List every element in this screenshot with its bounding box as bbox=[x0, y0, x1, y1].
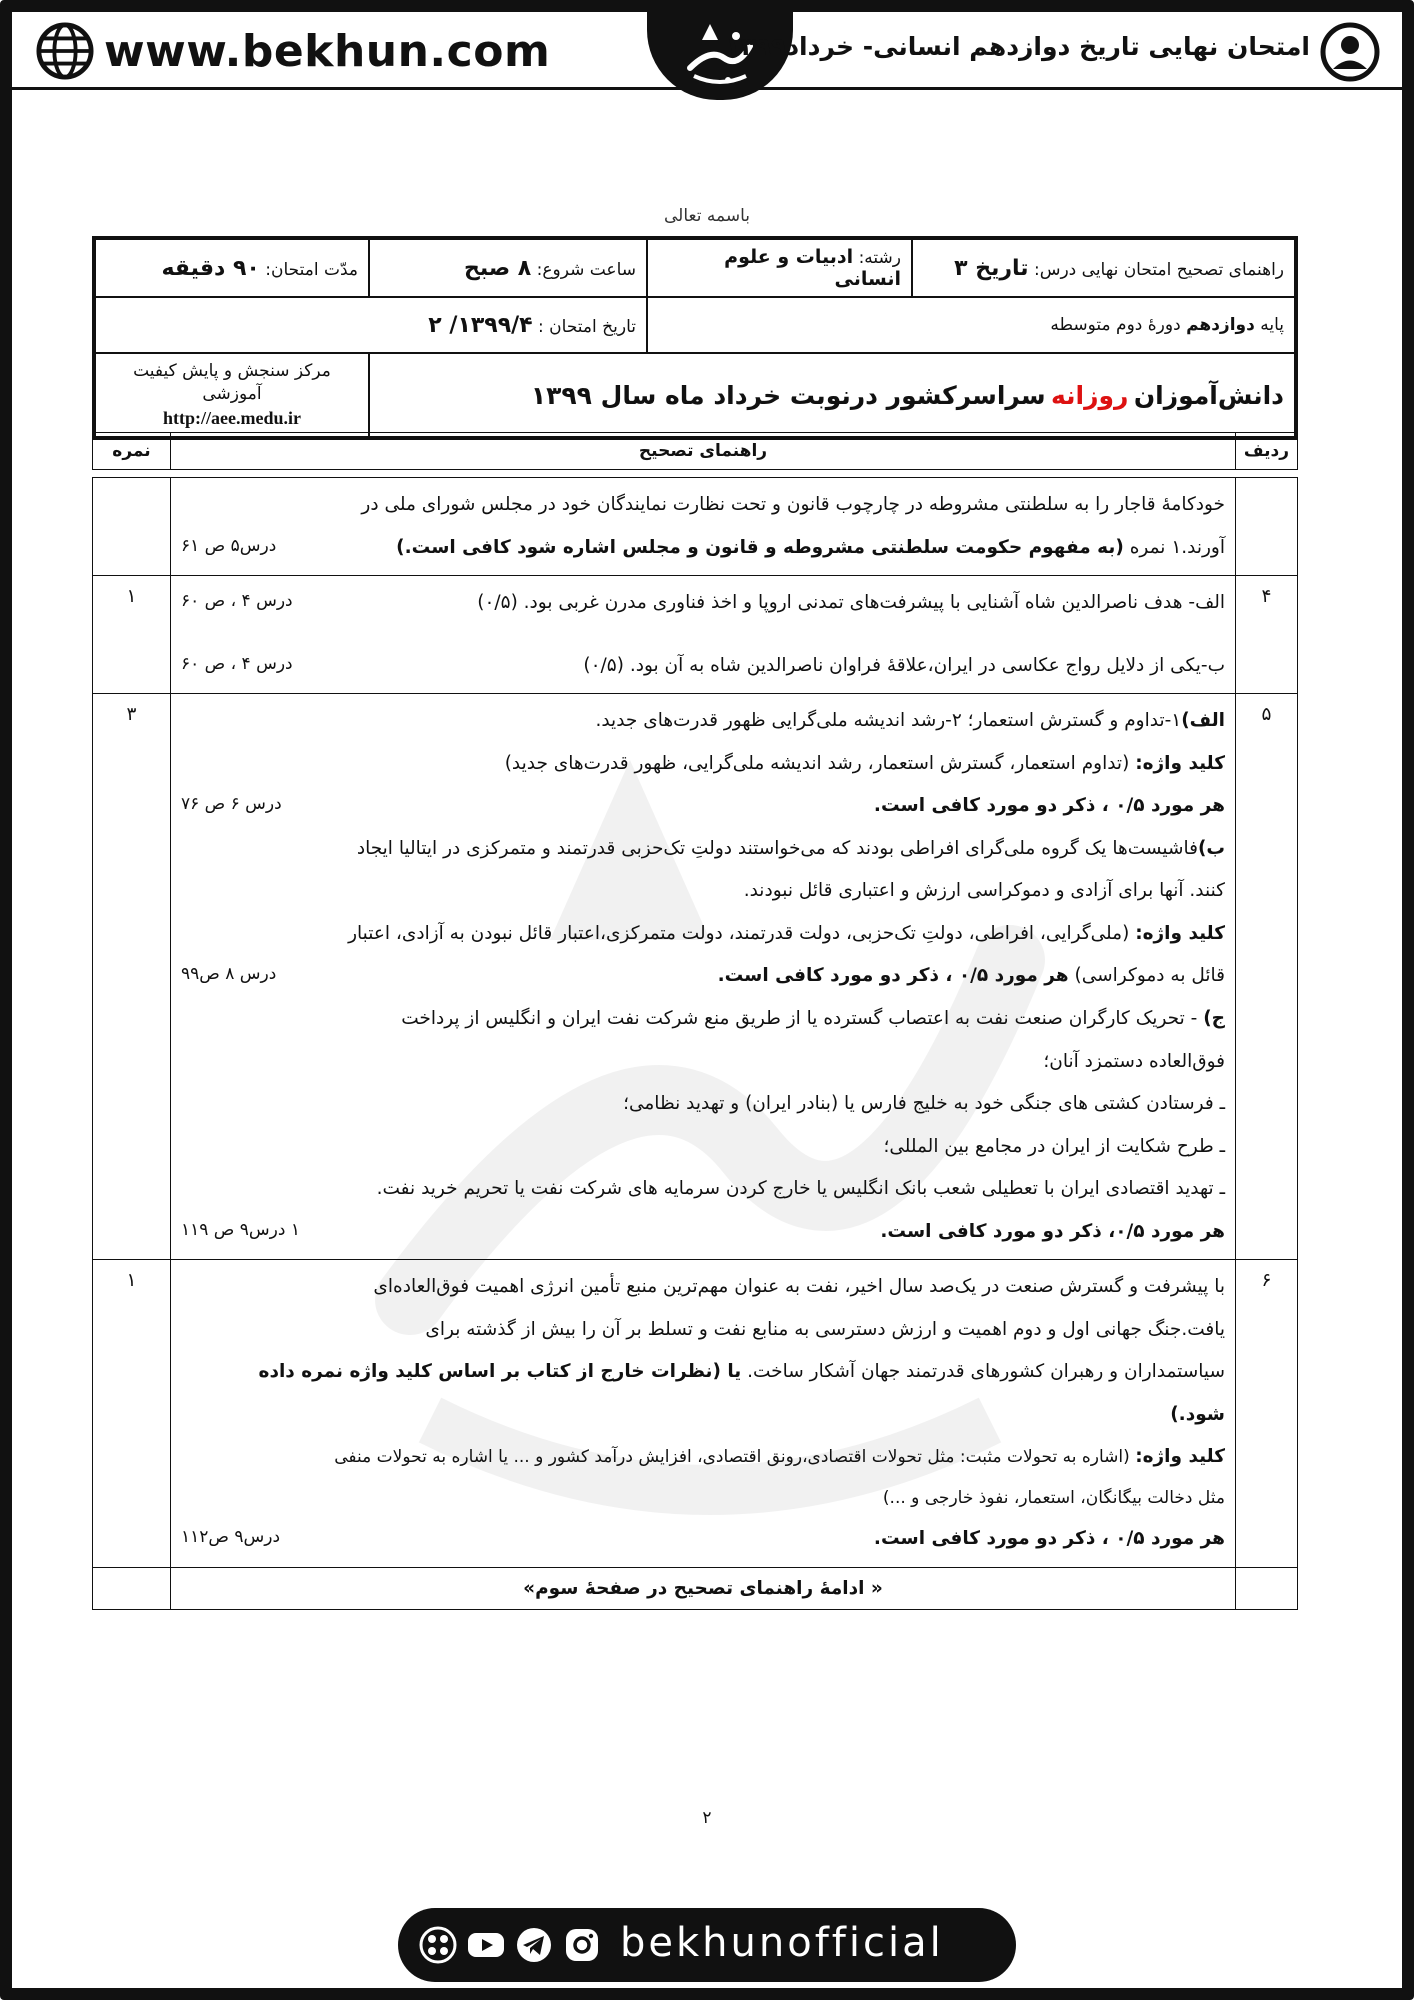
q5-part-b bbox=[181, 828, 1225, 871]
q6-ref: درس۹ ص۱۱۲ bbox=[181, 1527, 281, 1548]
q4-part-b bbox=[181, 645, 1225, 688]
q6-scoring bbox=[181, 1518, 1225, 1561]
table-row bbox=[93, 1567, 1298, 1609]
q5-a-each: هر مورد ۰/۵ ، ذکر دو مورد کافی است. bbox=[873, 795, 1225, 817]
q4-ref-b: درس ۴ ، ص ۶۰ bbox=[181, 653, 293, 674]
q5-b-scoring bbox=[181, 955, 1225, 998]
center-cell bbox=[95, 353, 369, 437]
q5-b-keywords bbox=[181, 913, 1225, 956]
course-value: تاریخ ۳ bbox=[954, 255, 1029, 281]
row-number: ۵ bbox=[1236, 694, 1298, 1260]
continue-note: « ادامهٔ راهنمای تصحیح در صفحهٔ سوم» bbox=[523, 1577, 883, 1599]
duration-cell bbox=[95, 239, 369, 297]
q5-c-label: ج) bbox=[1203, 1008, 1225, 1030]
q5-c-text-4: ـ طرح شکایت از ایران در مجامع بین المللی؛ bbox=[883, 1135, 1225, 1157]
q6-text-4: شود.) bbox=[1170, 1403, 1225, 1425]
q6-text-3 bbox=[181, 1351, 1225, 1394]
row-score: ۱ bbox=[93, 576, 171, 694]
grade-suffix: دورهٔ دوم متوسطه bbox=[1050, 315, 1181, 335]
q5-b-keywords-text-2: قائل به دموکراسی) bbox=[1074, 965, 1225, 987]
table-row bbox=[93, 478, 1298, 576]
q6-text-3b: یا (نظرات خارج از کتاب بر اساس کلید واژه نمره داده bbox=[258, 1361, 742, 1383]
col-header-score: نمره bbox=[93, 433, 171, 470]
q5-c-scoring bbox=[181, 1211, 1225, 1254]
row0-note: (به مفهوم حکومت سلطنتی مشروطه و قانون و مجلس اشاره شود کافی است.) bbox=[396, 536, 1124, 558]
row0-score-note: آورند.۱ نمره bbox=[1129, 536, 1225, 558]
row-score: ۳ bbox=[93, 694, 171, 1260]
q5-c-text-5: ـ تهدید اقتصادی ایران با تعطیلی شعب بانک انگلیس یا خارج کردن سرمایه های شرکت نفت یا تحریم خرید نفت. bbox=[376, 1178, 1225, 1200]
q5-a-label: الف) bbox=[1181, 710, 1225, 732]
grade-value: دوازدهم bbox=[1186, 315, 1255, 335]
q5-c-text-2: فوق‌العاده دستمزد آنان؛ bbox=[1043, 1050, 1225, 1072]
start-cell bbox=[369, 239, 647, 297]
q5-part-a bbox=[181, 700, 1225, 743]
globe-icon bbox=[36, 22, 94, 80]
q6-each: هر مورد ۰/۵ ، ذکر دو مورد کافی است. bbox=[873, 1528, 1225, 1550]
date-cell bbox=[95, 297, 647, 353]
q5-b-ref: درس ۸ ص۹۹ bbox=[181, 964, 277, 985]
q5-c-text-3: ـ فرستادن کشتی های جنگی خود به خلیج فارس یا (بنادر ایران) و تهدید نظامی؛ bbox=[623, 1093, 1225, 1115]
q6-keywords bbox=[181, 1436, 1225, 1479]
q4-part-a-text: الف- هدف ناصرالدین شاه آشنایی با پیشرفت‌های تمدنی اروپا و اخذ فناوری مدرن غربی بود. (۰/۵) bbox=[477, 592, 1225, 614]
youtube-icon[interactable] bbox=[466, 1925, 506, 1965]
date-label: تاریخ امتحان : bbox=[538, 316, 636, 337]
q4-part-b-text: ب-یکی از دلایل رواج عکاسی در ایران،علاقهٔ فراوان ناصرالدین شاه به آن بود. (۰/۵) bbox=[583, 654, 1225, 676]
duration-label: مدّت امتحان: bbox=[265, 259, 358, 280]
table-row bbox=[93, 694, 1298, 1260]
q6-keywords-text: (اشاره به تحولات مثبت: مثل تحولات اقتصادی،رونق اقتصادی، افزایش درآمد کشور و ... یا اشاره به تحولات منفی bbox=[334, 1447, 1130, 1468]
answer-key-table bbox=[92, 432, 1298, 1610]
q5-b-label: ب) bbox=[1197, 837, 1225, 859]
q5-b-each: هر مورد ۰/۵ ، ذکر دو مورد کافی است. bbox=[717, 965, 1069, 987]
q5-b-keywords-text: (ملی‌گرایی، افراطی، دولتِ تک‌حزبی، دولت قدرتمند، دولت متمرکزی،اعتبار قائل نبودن به آزادی، اعتبار bbox=[348, 922, 1130, 944]
q5-a-keywords bbox=[181, 743, 1225, 786]
table-row bbox=[93, 576, 1298, 694]
course-label: راهنمای تصحیح امتحان نهایی درس: bbox=[1033, 259, 1284, 280]
row-number: ۶ bbox=[1236, 1260, 1298, 1567]
keyword-label: کلید واژه: bbox=[1135, 922, 1225, 944]
q5-b-text-1: فاشیست‌ها یک گروه ملی‌گرای افراطی بودند که می‌خواستند دولتِ تک‌حزبی قدرتمند و متمرکزی در ایتالیا ایجاد bbox=[356, 837, 1198, 859]
date-value: ۱۳۹۹/۴/ ۲ bbox=[428, 312, 533, 338]
center-url-link[interactable]: http://aee.medu.ir bbox=[163, 407, 301, 428]
header-title: امتحان نهایی تاریخ دوازدهم انسانی- خرداد۱۳۹۹ bbox=[725, 32, 1310, 61]
q6-keywords-text-2: مثل دخالت بیگانگان، استعمار، نفوذ خارجی و ...) bbox=[882, 1488, 1225, 1509]
aparat-icon[interactable] bbox=[418, 1925, 458, 1965]
students-label: دانش‌آموزان bbox=[1133, 380, 1284, 410]
keyword-label: کلید واژه: bbox=[1135, 752, 1225, 774]
students-session: سراسرکشور درنوبت خرداد ماه سال ۱۳۹۹ bbox=[530, 380, 1046, 410]
grade-cell bbox=[647, 297, 1295, 353]
keyword-label: کلید واژه: bbox=[1135, 1446, 1225, 1468]
q5-b-text-2: کنند. آنها برای آزادی و دموکراسی ارزش و اعتباری قائل نبودند. bbox=[743, 880, 1225, 902]
row-score: ۱ bbox=[93, 1260, 171, 1567]
social-bar bbox=[398, 1908, 1016, 1982]
bismillah: باسمه تعالی bbox=[664, 206, 750, 226]
students-cell bbox=[369, 353, 1295, 437]
start-value: ۸ صبح bbox=[464, 255, 532, 281]
row-number: ۴ bbox=[1236, 576, 1298, 694]
exam-header bbox=[92, 236, 1298, 440]
q6-text-2: یافت.جنگ جهانی اول و دوم اهمیت و ارزش دسترسی به منابع نفت و تسلط بر آن را بیش از گذشته برای bbox=[425, 1318, 1225, 1340]
q5-a-text: ۱-تداوم و گسترش استعمار؛ ۲-رشد اندیشه ملی‌گرایی ظهور قدرت‌های جدید. bbox=[595, 710, 1182, 732]
social-handle[interactable]: bekhunofficial bbox=[620, 1920, 944, 1966]
instagram-icon[interactable] bbox=[562, 1925, 602, 1965]
q4-ref-a: درس ۴ ، ص ۶۰ bbox=[181, 591, 293, 612]
user-icon bbox=[1320, 22, 1380, 82]
site-url-link[interactable]: www.bekhun.com bbox=[104, 26, 551, 77]
q6-text-3a: سیاستمداران و رهبران کشورهای قدرتمند جهان آشکار ساخت. bbox=[747, 1361, 1225, 1383]
q5-c-ref: ۱ درس۹ ص ۱۱۹ bbox=[181, 1219, 300, 1240]
q4-part-a bbox=[181, 582, 1225, 625]
telegram-icon[interactable] bbox=[514, 1925, 554, 1965]
q5-a-keywords-text: (تداوم استعمار، گسترش استعمار، رشد اندیشه ملی‌گرایی، ظهور قدرت‌های جدید) bbox=[504, 752, 1130, 774]
col-header-row: ردیف bbox=[1236, 433, 1298, 470]
field-value: ادبیات و علوم انسانی bbox=[724, 246, 901, 290]
field-cell bbox=[647, 239, 912, 297]
page-number: ۲ bbox=[702, 1808, 712, 1828]
row0-ref: درس۵ ص ۶۱ bbox=[181, 535, 277, 556]
center-name: مرکز سنجش و پایش کیفیت آموزشی bbox=[133, 361, 331, 404]
course-cell bbox=[912, 239, 1295, 297]
top-bar bbox=[12, 12, 1402, 90]
q5-c-each: هر مورد ۰/۵، ذکر دو مورد کافی است. bbox=[880, 1220, 1225, 1242]
start-label: ساعت شروع: bbox=[536, 259, 636, 280]
q6-text-1: با پیشرفت و گسترش صنعت در یک‌صد سال اخیر، نفت به عنوان مهم‌ترین منبع تأمین انرژی اهمیت فوق‌العاده‌ای bbox=[373, 1276, 1225, 1298]
q5-c-text-1: - تحریک کارگران صنعت نفت به اعتصاب گسترده یا از طریق منع شرکت نفت ایران و انگلیس از پرداخت bbox=[401, 1008, 1198, 1030]
duration-value: ۹۰ دقیقه bbox=[161, 255, 260, 281]
q5-a-scoring bbox=[181, 785, 1225, 828]
q5-a-ref: درس ۶ ص ۷۶ bbox=[181, 794, 282, 815]
q5-part-c bbox=[181, 998, 1225, 1041]
field-label: رشته: bbox=[858, 248, 901, 268]
col-header-guide: راهنمای تصحیح bbox=[171, 433, 1236, 470]
grade-prefix: پایه bbox=[1260, 315, 1284, 335]
students-daily: روزانه bbox=[1050, 380, 1129, 410]
row0-line1: خودکامهٔ قاجار را به سلطنتی مشروطه در چارچوب قانون و تحت نظارت نمایندگان خود در مجلس شورای ملی در bbox=[361, 494, 1225, 515]
row0-line2 bbox=[181, 527, 1225, 570]
table-row bbox=[93, 1260, 1298, 1567]
